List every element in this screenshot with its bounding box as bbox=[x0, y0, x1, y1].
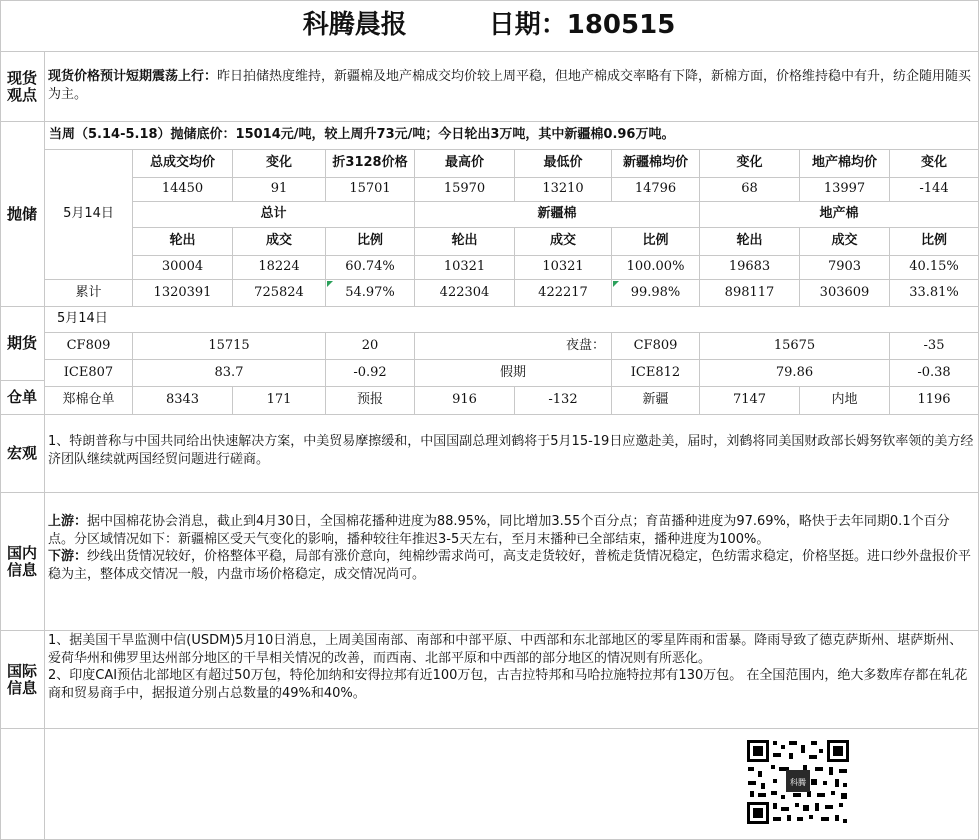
price_values-cell: 13997 bbox=[800, 178, 890, 202]
qr-logo-text: 科腾 bbox=[790, 778, 806, 787]
price_values-cell: 15701 bbox=[326, 178, 415, 202]
sub_headers-cell: 轮出 bbox=[133, 228, 233, 256]
international-section-label: 国际 信息 bbox=[0, 631, 45, 729]
sub_headers-cell: 比例 bbox=[612, 228, 700, 256]
futures-section-label: 期货 bbox=[0, 307, 45, 381]
price_values-cell: 91 bbox=[233, 178, 326, 202]
price_values-cell: -144 bbox=[890, 178, 979, 202]
comment-marker-icon bbox=[327, 281, 333, 287]
cumulative_values-cell: 33.81% bbox=[890, 280, 979, 307]
daily_values-cell: 100.00% bbox=[612, 256, 700, 280]
daily_values-cell: 7903 bbox=[800, 256, 890, 280]
price_values-cell: 15970 bbox=[415, 178, 515, 202]
reserve-section-label: 抛储 bbox=[0, 122, 45, 307]
price_values-cell: 13210 bbox=[515, 178, 612, 202]
reserve-summary: 当周（5.14-5.18）抛储底价：15014元/吨，较上周升73元/吨；今日轮出3万吨，其中新疆棉0.96万吨。 bbox=[45, 122, 979, 150]
night-change: -35 bbox=[890, 333, 979, 360]
cf-change: 20 bbox=[326, 333, 415, 360]
sub_headers-cell: 比例 bbox=[890, 228, 979, 256]
cumulative_values-cell: 99.98% bbox=[612, 280, 700, 307]
cumulative_values-cell: 422304 bbox=[415, 280, 515, 307]
night-price: 15675 bbox=[700, 333, 890, 360]
footer-label-cell bbox=[0, 729, 45, 840]
inland-value: 1196 bbox=[890, 387, 979, 415]
sub_headers-cell: 比例 bbox=[326, 228, 415, 256]
group-header-2: 地产棉 bbox=[700, 202, 979, 228]
xinjiang-value: 7147 bbox=[700, 387, 800, 415]
spot-view bbox=[45, 52, 979, 122]
qr-code bbox=[745, 738, 851, 826]
price_values-cell: 14450 bbox=[133, 178, 233, 202]
daily_values-cell: 10321 bbox=[515, 256, 612, 280]
xinjiang-label: 新疆 bbox=[612, 387, 700, 415]
macro-section-label: 宏观 bbox=[0, 415, 45, 493]
cumulative_values-cell: 54.97% bbox=[326, 280, 415, 307]
cumulative_values-cell: 898117 bbox=[700, 280, 800, 307]
cumulative_values-cell: 303609 bbox=[800, 280, 890, 307]
comment-marker-icon bbox=[613, 281, 619, 287]
ice-change: -0.92 bbox=[326, 360, 415, 387]
report-header bbox=[0, 0, 979, 52]
sub_headers-cell: 成交 bbox=[233, 228, 326, 256]
upstream-heading: 上游： bbox=[48, 514, 88, 529]
price_headers-cell: 变化 bbox=[233, 150, 326, 178]
price_values-cell: 14796 bbox=[612, 178, 700, 202]
price_headers-cell: 总成交均价 bbox=[133, 150, 233, 178]
holiday-label: 假期 bbox=[415, 360, 612, 387]
ice-contract: ICE807 bbox=[45, 360, 133, 387]
domestic-text bbox=[45, 493, 979, 631]
report-date: 日期：180515 bbox=[488, 10, 676, 41]
sub_headers-cell: 成交 bbox=[515, 228, 612, 256]
report-title: 科腾晨报 bbox=[302, 10, 407, 41]
cumulative_values-cell: 422217 bbox=[515, 280, 612, 307]
warehouse-section-label: 仓单 bbox=[0, 381, 45, 415]
sub_headers-cell: 轮出 bbox=[415, 228, 515, 256]
price_headers-cell: 折3128价格 bbox=[326, 150, 415, 178]
spot-section-label: 现货 观点 bbox=[0, 52, 45, 122]
macro-text: 1、特朗普称与中国共同给出快速解决方案，中美贸易摩擦缓和，中国国副总理刘鹤将于5月15-19日应邀赴美，届时，刘鹤将同美国财政部长姆努钦率领的美方经济团队继续就两国经贸问题进行磋商。 bbox=[45, 415, 979, 493]
price_headers-cell: 变化 bbox=[700, 150, 800, 178]
downstream-text: 纱线出货情况较好，价格整体平稳，局部有涨价意向，纯棉纱需求尚可，高支走货较好，普梳走货情况稳定，色纺需求稳定，价格坚挺。进口纱外盘报价平稳为主，整体成交情况一般，内盘市场价格稳定，成交情况尚可。 bbox=[48, 549, 972, 582]
sub_headers-cell: 成交 bbox=[800, 228, 890, 256]
ice-price: 83.7 bbox=[133, 360, 326, 387]
price_headers-cell: 最高价 bbox=[415, 150, 515, 178]
price_headers-cell: 地产棉均价 bbox=[800, 150, 890, 178]
forecast-change: -132 bbox=[515, 387, 612, 415]
forecast-value: 916 bbox=[415, 387, 515, 415]
warehouse-change: 171 bbox=[233, 387, 326, 415]
price_values-cell: 68 bbox=[700, 178, 800, 202]
daily_values-cell: 18224 bbox=[233, 256, 326, 280]
daily_values-cell: 60.74% bbox=[326, 256, 415, 280]
forecast-label: 预报 bbox=[326, 387, 415, 415]
cumulative_values-cell: 725824 bbox=[233, 280, 326, 307]
sub_headers-cell: 轮出 bbox=[700, 228, 800, 256]
inland-label: 内地 bbox=[800, 387, 890, 415]
group-header-0: 总计 bbox=[133, 202, 415, 228]
price_headers-cell: 最低价 bbox=[515, 150, 612, 178]
cf-price: 15715 bbox=[133, 333, 326, 360]
daily_values-cell: 10321 bbox=[415, 256, 515, 280]
international-item-2: 2、印度CAI预估北部地区有超过50万包，特伦加纳和安得拉邦有近100万包，古吉拉特邦和马哈拉施特拉邦有130万包。 在全国范围内，绝大多数库存都在轧花商和贸易商手中，据报道分别占总数量的49%和40%。 bbox=[48, 668, 968, 701]
night-contract: CF809 bbox=[612, 333, 700, 360]
night-label: 夜盘： bbox=[415, 333, 612, 360]
price_headers-cell: 变化 bbox=[890, 150, 979, 178]
downstream-heading: 下游： bbox=[48, 549, 88, 565]
daily_values-cell: 19683 bbox=[700, 256, 800, 280]
ice2-contract: ICE812 bbox=[612, 360, 700, 387]
daily_values-cell: 40.15% bbox=[890, 256, 979, 280]
ice2-change: -0.38 bbox=[890, 360, 979, 387]
ice2-price: 79.86 bbox=[700, 360, 890, 387]
price_headers-cell: 新疆棉均价 bbox=[612, 150, 700, 178]
reserve-date: 5月14日 bbox=[45, 150, 133, 280]
domestic-section-label: 国内 信息 bbox=[0, 493, 45, 631]
cf-contract: CF809 bbox=[45, 333, 133, 360]
international-text bbox=[45, 631, 979, 729]
cumulative-label: 累计 bbox=[45, 280, 133, 307]
futures-date: 5月14日 bbox=[45, 307, 979, 333]
spot-text: 昨日拍储热度维持，新疆棉及地产棉成交均价较上周平稳，但地产棉成交率略有下降，新棉方面，价格维持稳中有升，纺企随用随买为主。 bbox=[48, 69, 972, 102]
spot-heading: 现货价格预计短期震荡上行： bbox=[48, 69, 218, 84]
daily_values-cell: 30004 bbox=[133, 256, 233, 280]
international-item-1: 1、据美国干旱监测中信(USDM)5月10日消息，上周美国南部、南部和中部平原、中西部和东北部地区的零星阵雨和雷暴。降雨导致了德克萨斯州、堪萨斯州、爱荷华州和佛罗里达州部分地区的干旱相关情况的改善，而西南、北部平原和中西部的部分地区的情况则有所恶化。 bbox=[48, 633, 963, 666]
warehouse-value: 8343 bbox=[133, 387, 233, 415]
warehouse-name: 郑棉仓单 bbox=[45, 387, 133, 415]
upstream-text: 据中国棉花协会消息，截止到4月30日，全国棉花播种进度为88.95%，同比增加3.55个百分点；育苗播种进度为97.69%，略快于去年同期0.1个百分点。分区域情况如下：新疆棉区受天气变化的影响，播种较往年推迟3-5天左右，至月末播种已全部结束，播种进度为100%。 bbox=[48, 514, 950, 547]
group-header-1: 新疆棉 bbox=[415, 202, 700, 228]
cumulative_values-cell: 1320391 bbox=[133, 280, 233, 307]
